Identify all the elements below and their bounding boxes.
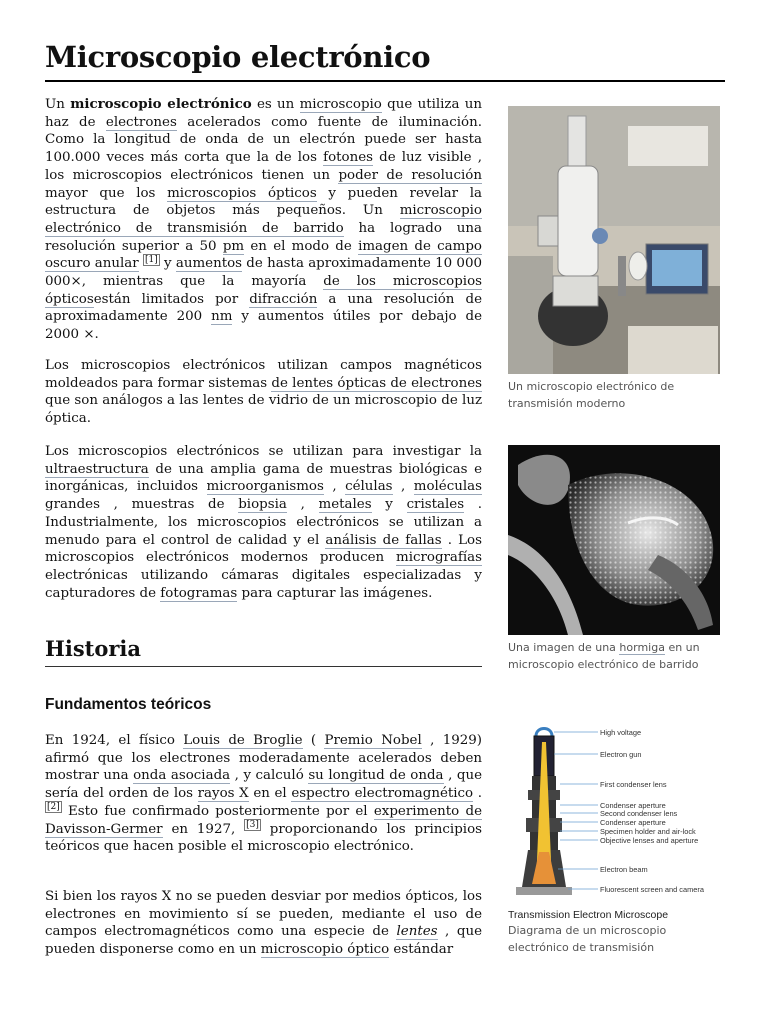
text-run: mayor que los [45, 185, 168, 201]
tem-photo-image[interactable] [508, 106, 720, 374]
intro-paragraph-2 [45, 357, 482, 428]
text-run: y aumentos útiles por debajo de 2000 ×. [45, 309, 482, 343]
text-run: Si bien los rayos X no se pueden desviar por medios ópticos, los electrones en movimiento sí se pueden, mediante el uso de campos electromagnéticos como una especie de [45, 889, 482, 940]
historia-paragraph-2 [45, 888, 482, 959]
page-title: Microscopio electrónico [45, 40, 431, 74]
inline-link[interactable]: Louis de Broglie [183, 733, 303, 748]
text-run: de una amplia gama de muestras biológicas e inorgánicas, incluidos [45, 461, 482, 495]
text-run: para capturar las imágenes. [237, 585, 433, 601]
inline-link[interactable]: experimento de Davisson-Germer [45, 803, 482, 837]
figure-tem-photo [508, 106, 720, 412]
diagram-labels [600, 728, 705, 894]
inline-link[interactable]: ultraestructura [45, 461, 149, 477]
inline-link[interactable]: microscopio [299, 97, 382, 112]
inline-link[interactable]: fotogramas [160, 585, 238, 601]
inline-link[interactable]: microscopio electrónico de transmisión de barrido [45, 203, 482, 236]
text-run: que utiliza un haz de [45, 97, 482, 130]
inline-link[interactable]: moléculas [413, 479, 482, 495]
diagram-label-specimen-holder: Specimen holder and air-lock [600, 827, 696, 836]
text-run: es un [251, 97, 300, 112]
inline-link[interactable]: fotones [323, 150, 373, 166]
inline-link[interactable]: microscopios ópticos [167, 185, 317, 201]
title-divider [45, 80, 725, 82]
text-run: , que sería del orden de los [45, 768, 482, 802]
figure-tem-diagram [508, 722, 720, 956]
inline-link[interactable]: biopsia [238, 497, 287, 513]
text-run: ( [302, 733, 325, 748]
inline-link[interactable]: cristales [406, 497, 465, 513]
citation-link[interactable]: [1] [144, 254, 158, 265]
text-run: Los microscopios electrónicos utilizan campos magnéticos moldeados para formar sistemas [45, 358, 482, 391]
text-run: Los microscopios electrónicos se utilizan para investigar la [45, 444, 482, 459]
text-run: . Industrialmente, los microscopios electrónicos se utilizan a menudo para el control de calidad y el [45, 497, 483, 548]
diagram-label-second-condenser: Second condenser lens [600, 809, 678, 818]
ant-caption-text-1: Una imagen de una [508, 641, 620, 654]
inline-link[interactable]: lentes [396, 924, 438, 940]
figure-ant-caption [508, 639, 720, 673]
text-run: Un [45, 97, 71, 112]
subsection-heading-fundamentos: Fundamentos teóricos [45, 696, 212, 713]
inline-link[interactable]: imagen de campo oscuro anular [45, 238, 482, 272]
text-run: proporcionando los principios teóricos que hacen posible el microscopio electrónico. [45, 821, 483, 855]
inline-link[interactable]: rayos X [197, 786, 249, 802]
tem-diagram-image[interactable] [508, 722, 720, 922]
text-run: en 1927, [162, 821, 245, 837]
inline-link[interactable]: difracción [249, 291, 318, 307]
diagram-label-electron-gun: Electron gun [600, 750, 642, 759]
text-run: y pueden revelar la estructura de objetos más pequeños. Un [45, 185, 482, 219]
figure-diagram-caption: Diagrama de un microscopio electrónico de transmisión [508, 924, 667, 954]
text-run: grandes , muestras de [45, 497, 239, 513]
inline-link[interactable]: onda asociada [133, 768, 231, 784]
inline-link[interactable]: de lentes ópticas de electrones [271, 375, 482, 391]
bold-term: microscopio electrónico [70, 96, 252, 112]
historia-paragraph-1 [45, 732, 482, 856]
text-run: que son análogos a las lentes de vidrio de un microscopio de luz óptica. [45, 393, 482, 427]
text-run: de luz visible , los microscopios electrónicos tienen un [45, 150, 482, 183]
figure-ant-sem [508, 445, 720, 673]
text-run: , que pueden disponerse como en un [45, 924, 482, 958]
inline-link[interactable]: electrones [105, 114, 177, 130]
text-run: . Los microscopios electrónicos modernos producen [45, 532, 482, 566]
inline-link[interactable]: pm [222, 238, 245, 254]
intro-paragraph-3 [45, 443, 482, 602]
inline-link[interactable]: espectro electromagnético [291, 786, 474, 802]
text-run: , [323, 479, 346, 495]
ant-sem-image[interactable] [508, 445, 720, 635]
section-heading-historia: Historia [45, 636, 141, 661]
inline-link[interactable]: microorganismos [206, 479, 324, 495]
text-run: En 1924, el físico [45, 733, 184, 748]
inline-link[interactable]: aumentos [175, 256, 243, 272]
text-run: Esto fue confirmado posteriormente por el [61, 803, 374, 819]
text-run: electrónicas utilizando cámaras digitales especializadas y capturadores de [45, 567, 482, 601]
diagram-label-high-voltage: High voltage [600, 728, 642, 737]
figure-tem-caption: Un microscopio electrónico de transmisión moderno [508, 380, 675, 410]
text-run: acelerados como fuente de iluminación. Como la longitud de onda de un electrón puede ser hasta 100.000 veces más corta que la de los [45, 114, 482, 166]
inline-link[interactable]: metales [318, 497, 372, 513]
text-run: . [473, 786, 482, 802]
diagram-label-first-condenser: First condenser lens [600, 780, 667, 789]
diagram-label-condenser-aperture-2: Condenser aperture [600, 818, 666, 827]
text-run: , 1929) afirmó que los electrones moderadamente acelerados deben mostrar una [45, 733, 482, 784]
text-run: , [392, 479, 414, 495]
text-run: y [371, 497, 407, 513]
text-run: y [159, 256, 176, 272]
text-run: en el [248, 786, 292, 802]
intro-paragraph-1 [45, 96, 482, 344]
text-run: , y calculó [230, 768, 309, 784]
hormiga-link[interactable]: hormiga [619, 641, 665, 654]
inline-link[interactable]: micrografías [396, 550, 482, 566]
text-run: en el modo de [244, 238, 359, 254]
ant-caption-text-2: en un microscopio electrónico de barrido [508, 641, 700, 671]
text-run: están limitados por [93, 291, 250, 307]
text-run: a una resolución de aproximadamente 200 [45, 291, 482, 325]
text-run: de hasta aproximadamente 10 000 000×, mientras que la mayoría [45, 256, 482, 290]
inline-link[interactable]: poder de resolución [338, 167, 482, 183]
text-run: ha logrado una resolución superior a 50 [45, 220, 482, 254]
inline-link[interactable]: microscopio óptico [260, 942, 390, 958]
inline-link[interactable]: análisis de fallas [325, 532, 442, 548]
text-run: estándar [389, 942, 454, 958]
inline-link[interactable]: Premio Nobel [324, 733, 422, 748]
diagram-label-electron-beam: Electron beam [600, 865, 648, 874]
text-run: , [286, 497, 319, 513]
diagram-title: Transmission Electron Microscope [508, 909, 669, 921]
citation-link[interactable]: [3] [246, 820, 259, 831]
inline-link[interactable]: nm [211, 309, 233, 325]
diagram-label-objective-lenses: Objective lenses and aperture [600, 836, 699, 845]
section-divider [45, 666, 482, 667]
inline-link[interactable]: células [345, 479, 393, 495]
diagram-label-fluorescent-screen: Fluorescent screen and camera [600, 885, 704, 894]
diagram-label-condenser-aperture-1: Condenser aperture [600, 801, 666, 810]
citation-link[interactable]: [2] [47, 802, 60, 813]
inline-link[interactable]: de los microscopios ópticos [45, 274, 482, 307]
inline-link[interactable]: su longitud de onda [308, 768, 444, 784]
